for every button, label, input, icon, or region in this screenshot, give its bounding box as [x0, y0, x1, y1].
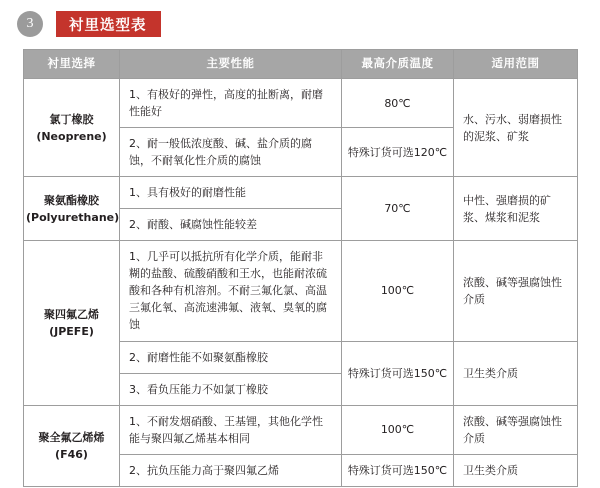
- table-row: [24, 79, 578, 128]
- temperature-cell: 80℃: [342, 79, 454, 128]
- material-cell-polyurethane: [24, 177, 120, 241]
- scope-cell: 浓酸、碱等强腐蚀性介质: [454, 405, 578, 454]
- table-row: [24, 177, 578, 209]
- temperature-cell: 特殊订货可选120℃: [342, 128, 454, 177]
- scope-cell: 卫生类介质: [454, 341, 578, 405]
- material-name-en: (F46): [55, 447, 88, 461]
- lining-selection-table: [23, 49, 578, 487]
- performance-cell: 3、看负压能力不如氯丁橡胶: [120, 373, 342, 405]
- temperature-cell: 100℃: [342, 241, 454, 341]
- performance-cell: 1、几乎可以抵抗所有化学介质，能耐非糊的盐酸、硫酸硝酸和王水，也能耐浓硫酸和各种有机溶剂。不耐三氟化氯、高温三氟化氧、高流速沸氟、液氧、臭氧的腐蚀: [120, 241, 342, 341]
- performance-cell: 2、耐酸、碱腐蚀性能较差: [120, 209, 342, 241]
- material-cell-neoprene: [24, 79, 120, 177]
- table-row: [24, 405, 578, 454]
- section-number-badge: 3: [17, 11, 43, 37]
- scope-cell: 水、污水、弱磨损性的泥浆、矿浆: [454, 79, 578, 177]
- page-title: 衬里选型表: [69, 17, 147, 34]
- section-title-banner: [56, 11, 161, 37]
- temperature-cell: 100℃: [342, 405, 454, 454]
- section-header: [0, 0, 600, 48]
- scope-cell: 浓酸、碱等强腐蚀性介质: [454, 241, 578, 341]
- temperature-cell: 70℃: [342, 177, 454, 241]
- table-row: [24, 241, 578, 341]
- material-name-cn: 聚四氟乙烯: [44, 307, 99, 321]
- performance-cell: 2、耐一般低浓度酸、碱、盐介质的腐蚀，不耐氧化性介质的腐蚀: [120, 128, 342, 177]
- material-name-en: (JPEFE): [49, 324, 94, 338]
- performance-cell: 1、不耐发烟硝酸、王基锂，其他化学性能与聚四氟乙烯基本相同: [120, 405, 342, 454]
- performance-cell: 1、具有极好的耐磨性能: [120, 177, 342, 209]
- performance-cell: 2、抗负压能力高于聚四氟乙烯: [120, 454, 342, 486]
- material-name-cn: 聚氨酯橡胶: [44, 193, 99, 207]
- material-name-en: (Polyurethane): [26, 210, 120, 224]
- table-body: [24, 79, 578, 487]
- performance-cell: 2、耐磨性能不如聚氨酯橡胶: [120, 341, 342, 373]
- column-header-material: 衬里选择: [24, 50, 120, 79]
- material-name-cn: 氯丁橡胶: [49, 112, 94, 126]
- column-header-temperature: 最高介质温度: [342, 50, 454, 79]
- material-cell-ptfe: [24, 241, 120, 405]
- column-header-performance: 主要性能: [120, 50, 342, 79]
- table-header-row: [24, 50, 578, 79]
- material-cell-f46: [24, 405, 120, 486]
- performance-cell: 1、有极好的弹性，高度的扯断离，耐磨性能好: [120, 79, 342, 128]
- temperature-cell: 特殊订货可选150℃: [342, 341, 454, 405]
- column-header-scope: 适用范围: [454, 50, 578, 79]
- scope-cell: 卫生类介质: [454, 454, 578, 486]
- material-name-cn: 聚全氟乙烯烯: [38, 430, 105, 444]
- temperature-cell: 特殊订货可选150℃: [342, 454, 454, 486]
- material-name-en: (Neoprene): [36, 129, 107, 143]
- scope-cell: 中性、强磨损的矿浆、煤浆和泥浆: [454, 177, 578, 241]
